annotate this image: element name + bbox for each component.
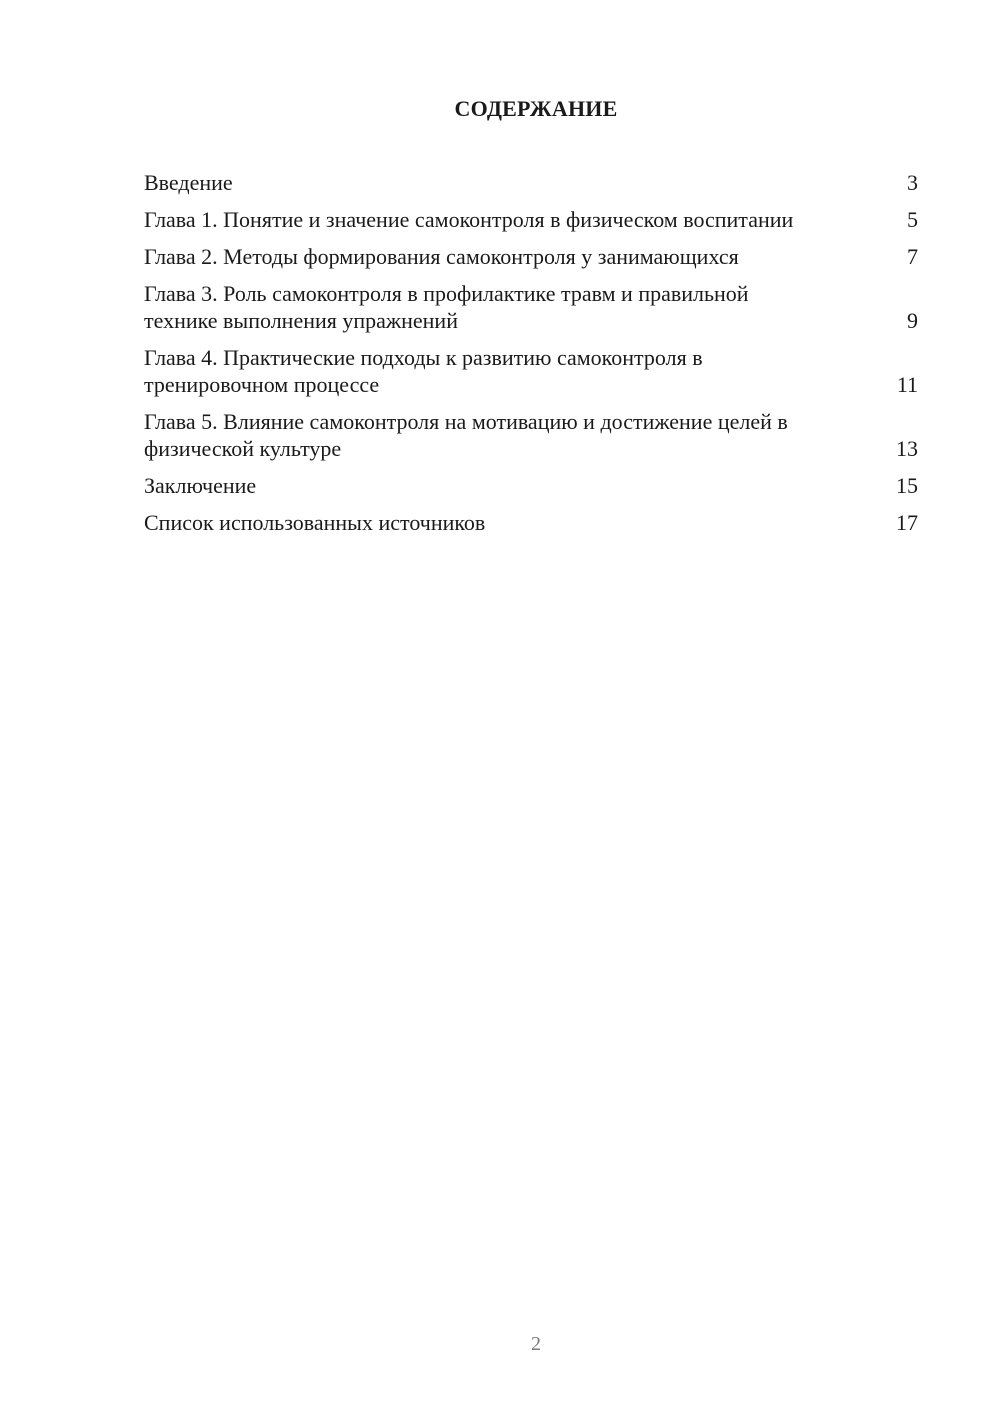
- toc-entry-page: 5: [907, 207, 918, 232]
- toc-entry-page: 15: [896, 473, 918, 498]
- toc-entry-label: Глава 5. Влияние самоконтроля на мотивацию и достижение целей в физической культуре: [144, 409, 788, 461]
- toc-entry-page: 17: [896, 510, 918, 535]
- toc-entry-chapter-2[interactable]: [144, 243, 918, 270]
- toc-entry-label: Глава 4. Практические подходы к развитию самоконтроля в тренировочном процессе: [144, 345, 703, 397]
- page-title: СОДЕРЖАНИЕ: [454, 96, 618, 121]
- toc-entry-page: 7: [907, 244, 918, 269]
- toc-entry-chapter-1[interactable]: [144, 206, 918, 233]
- toc-entry-page: 11: [896, 372, 918, 397]
- toc-entry-label: Заключение: [144, 473, 257, 498]
- toc-entry-label: Глава 3. Роль самоконтроля в профилактике травм и правильной технике выполнения упражнений: [144, 281, 749, 333]
- toc-entry-label: Введение: [144, 170, 233, 195]
- toc-entry-chapter-4[interactable]: [144, 344, 918, 398]
- toc-entry-references[interactable]: [144, 509, 918, 536]
- toc-entry-page: 3: [907, 170, 918, 195]
- toc-entry-chapter-5[interactable]: [144, 408, 918, 462]
- toc-entry-label: Список использованных источников: [144, 510, 486, 535]
- toc-entry-introduction[interactable]: [144, 169, 918, 196]
- table-of-contents: [144, 169, 918, 546]
- toc-entry-label: Глава 1. Понятие и значение самоконтроля в физическом воспитании: [144, 207, 794, 232]
- toc-entry-chapter-3[interactable]: [144, 280, 918, 334]
- toc-entry-page: 9: [907, 308, 918, 333]
- toc-entry-page: 13: [896, 436, 918, 461]
- toc-entry-conclusion[interactable]: [144, 472, 918, 499]
- page-number: 2: [531, 1333, 541, 1355]
- toc-entry-label: Глава 2. Методы формирования самоконтроля у занимающихся: [144, 244, 739, 269]
